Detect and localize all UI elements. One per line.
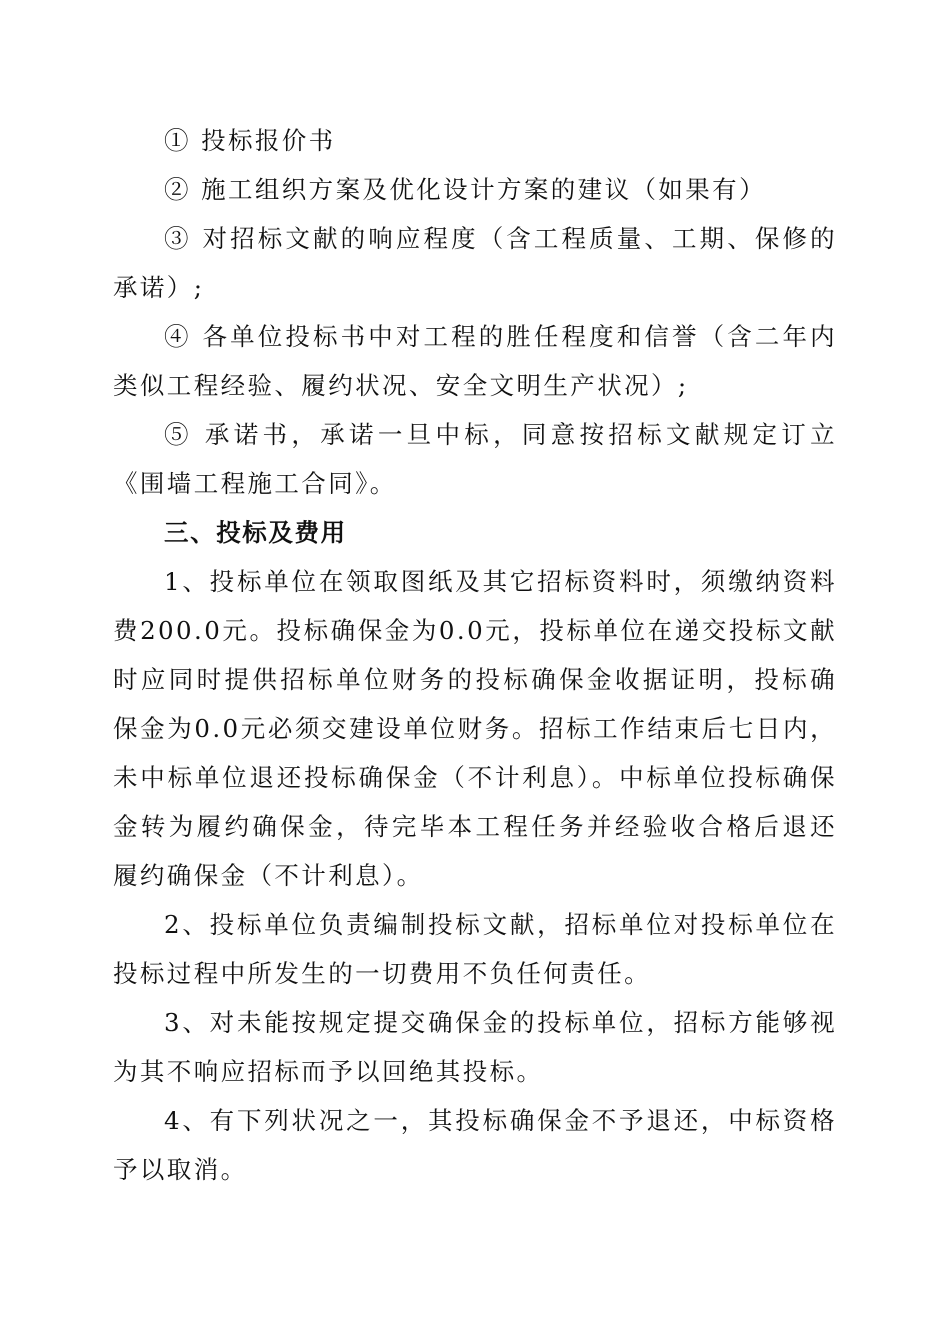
paragraph-item-5: ⑤ 承诺书，承诺一旦中标，同意按招标文献规定订立《围墙工程施工合同》。 xyxy=(113,420,837,498)
section-heading: 三、投标及费用 xyxy=(164,518,347,547)
paragraph-item-2: ② 施工组织方案及优化设计方案的建议（如果有） xyxy=(164,175,766,204)
paragraph-item-4: ④ 各单位投标书中对工程的胜任程度和信誉（含二年内类似工程经验、履约状况、安全文明生产状况）; xyxy=(113,322,837,400)
document-body xyxy=(113,116,837,1194)
section-paragraph-1: 1、投标单位在领取图纸及其它招标资料时，须缴纳资料费200.0元。投标确保金为0.0元，投标单位在递交投标文献时应同时提供招标单位财务的投标确保金收据证明，投标确保金为0.0元必须交建设单位财务。招标工作结束后七日内，未中标单位退还投标确保金（不计利息）。中标单位投标确保金转为履约确保金，待完毕本工程任务并经验收合格后退还履约确保金（不计利息）。 xyxy=(113,567,837,890)
paragraph-item-1: ① 投标报价书 xyxy=(164,126,336,155)
section-paragraph-3: 3、对未能按规定提交确保金的投标单位，招标方能够视为其不响应招标而予以回绝其投标。 xyxy=(113,1008,837,1086)
section-paragraph-4: 4、有下列状况之一，其投标确保金不予退还，中标资格予以取消。 xyxy=(113,1106,837,1184)
paragraph-item-3: ③ 对招标文献的响应程度（含工程质量、工期、保修的承诺）; xyxy=(113,224,837,302)
section-paragraph-2: 2、投标单位负责编制投标文献，招标单位对投标单位在投标过程中所发生的一切费用不负任何责任。 xyxy=(113,910,837,988)
